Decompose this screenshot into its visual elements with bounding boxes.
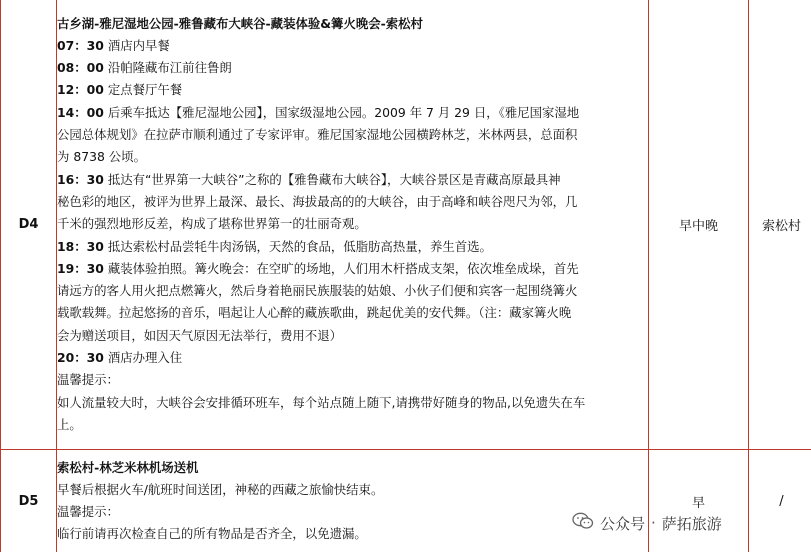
schedule-line	[57, 369, 648, 391]
schedule-time: 19：30	[57, 260, 104, 276]
meals-cell: 早	[649, 450, 749, 553]
watermark-dot: ·	[651, 514, 656, 532]
schedule-text: 沿帕隆藏布江前往鲁朗	[103, 60, 232, 76]
schedule-line	[57, 392, 648, 414]
schedule-text: 酒店办理入住	[103, 349, 183, 365]
schedule-text: 上。	[57, 416, 82, 432]
schedule-line: 早餐后根据火车/航班时间送团，神秘的西藏之旅愉快结束。	[57, 481, 384, 497]
tips-heading: 温馨提示：	[57, 503, 119, 519]
day-row-d4	[1, 0, 811, 450]
schedule-line	[57, 146, 648, 168]
schedule-line	[57, 236, 648, 258]
schedule-line	[57, 79, 648, 101]
schedule-text: 千米的强烈地形反差，构成了堪称世界第一的壮丽奇观。	[57, 216, 367, 232]
schedule-line	[57, 57, 648, 79]
schedule-text: 公园总体规划》在拉萨市顺利通过了专家评审。雅尼国家湿地公园横跨林芝，米林两县，总面积	[57, 127, 578, 143]
schedule-line	[57, 213, 648, 235]
day-description	[57, 0, 649, 450]
schedule-line	[57, 414, 648, 436]
schedule-text: 温馨提示：	[57, 372, 119, 388]
schedule-time: 14：00	[57, 104, 104, 120]
day-title: 索松村-林芝米林机场送机	[57, 459, 199, 475]
schedule-text: 请远方的客人用火把点燃篝火，然后身着艳丽民族服装的姑娘、小伙子们便和宾客一起围绕篝火	[57, 283, 578, 299]
day-description	[57, 450, 649, 553]
schedule-line	[57, 35, 648, 57]
wechat-icon	[572, 512, 594, 534]
tips-text: 临行前请再次检查自己的所有物品是否齐全，以免遗漏。	[57, 526, 367, 542]
schedule-time: 18：30	[57, 238, 104, 254]
schedule-text: 抵达有“世界第一大峡谷”之称的【雅鲁藏布大峡谷】，大峡谷景区是青藏高原最具神	[103, 171, 561, 187]
meals-cell: 早中晚	[649, 0, 749, 450]
schedule-text: 如人流量较大时，大峡谷会安排循环班车，每个站点随上随下,请携带好随身的物品,以免遗失在车	[57, 394, 586, 410]
schedule-line	[57, 347, 648, 369]
schedule-time: 08：00	[57, 60, 104, 76]
schedule-time: 16：30	[57, 171, 104, 187]
schedule-line	[57, 191, 648, 213]
day-label: D5	[1, 450, 57, 553]
schedule-line	[57, 124, 648, 146]
watermark	[572, 512, 722, 534]
hotel-cell: 索松村	[749, 0, 811, 450]
schedule-text: 酒店内早餐	[103, 37, 170, 53]
schedule-line	[57, 302, 648, 324]
schedule-text: 抵达索松村品尝牦牛肉汤锅，天然的食品，低脂肪高热量，养生首选。	[103, 238, 492, 254]
watermark-name: 萨拓旅游	[661, 514, 722, 533]
schedule-text: 藏装体验拍照。篝火晚会：在空旷的场地，人们用木杆搭成支架，依次堆垒成垛，首先	[103, 260, 579, 276]
schedule-line	[57, 102, 648, 124]
schedule-line	[57, 258, 648, 280]
schedule-time: 20：30	[57, 349, 104, 365]
schedule-text: 会为赠送项目，如因天气原因无法举行，费用不退）	[57, 327, 342, 343]
hotel-cell: /	[749, 450, 811, 553]
schedule-line	[57, 325, 648, 347]
day-row-d5	[1, 450, 811, 553]
watermark-prefix: 公众号	[600, 514, 646, 533]
schedule-text: 后乘车抵达【雅尼湿地公园】，国家级湿地公园。2009 年 7 月 29 日，《雅尼国家湿地	[103, 104, 580, 120]
schedule-text: 定点餐厅午餐	[103, 82, 183, 98]
schedule-text: 载歌载舞。拉起悠扬的音乐，唱起让人心醉的藏族歌曲，跳起优美的安代舞。（注：藏家篝火晚	[57, 305, 572, 321]
schedule-time: 12：00	[57, 82, 104, 98]
schedule-line	[57, 280, 648, 302]
schedule-list	[57, 35, 648, 436]
day-label: D4	[1, 0, 57, 450]
schedule-text: 秘色彩的地区，被评为世界上最深、最长、海拔最高的的大峡谷，由于高峰和峡谷咫尺为邻，几	[57, 193, 578, 209]
schedule-line	[57, 169, 648, 191]
day-title: 古乡湖-雅尼湿地公园-雅鲁藏布大峡谷-藏装体验&篝火晚会-索松村	[57, 15, 423, 31]
schedule-time: 07：30	[57, 37, 104, 53]
schedule-text: 为 8738 公顷。	[57, 149, 146, 165]
